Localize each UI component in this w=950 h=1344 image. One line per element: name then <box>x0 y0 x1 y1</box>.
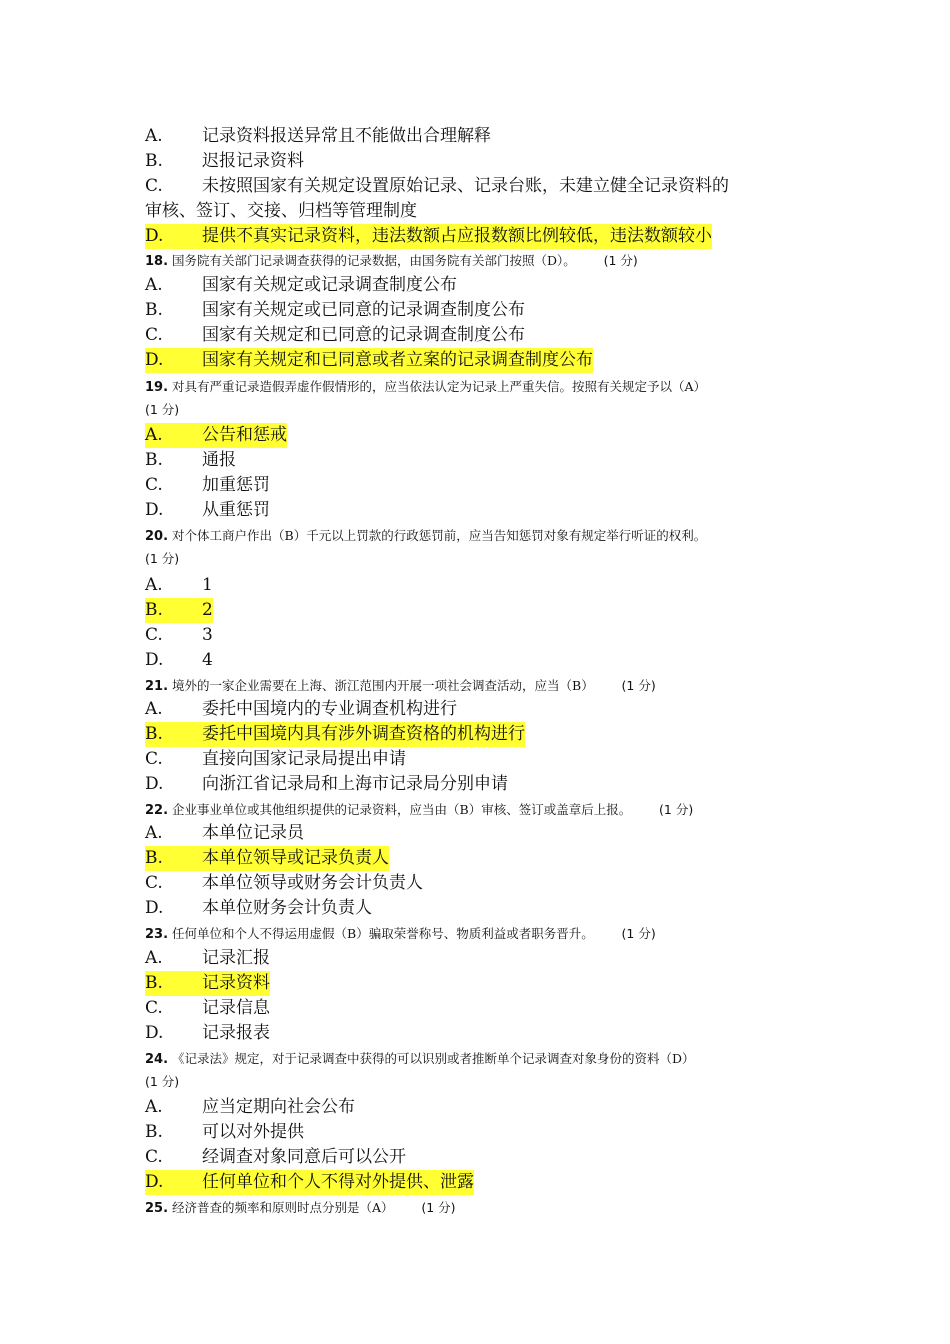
option-letter: A. <box>145 425 163 445</box>
option-text: 迟报记录资料 <box>202 151 304 171</box>
q21-option-b-answer <box>145 722 525 747</box>
question-22 <box>145 799 693 821</box>
question-text: 国务院有关部门记录调查获得的记录数据，由国务院有关部门按照（D）。 <box>172 253 576 268</box>
option-text: 记录资料 <box>202 973 270 993</box>
option-letter: C. <box>145 1147 163 1167</box>
option-letter: B. <box>145 450 163 470</box>
question-24 <box>145 1048 695 1070</box>
question-score: (1 分) <box>145 402 180 417</box>
q17-option-c-continuation: 审核、签订、交接、归档等管理制度 <box>145 201 417 221</box>
option-text: 国家有关规定或记录调查制度公布 <box>202 275 457 295</box>
option-letter: D. <box>145 1172 164 1192</box>
q21-option-c <box>145 747 406 772</box>
question-19-score-line <box>145 399 179 421</box>
option-text: 本单位领导或财务会计负责人 <box>202 873 423 893</box>
option-letter: A. <box>145 275 163 295</box>
option-letter: D. <box>145 350 164 370</box>
option-text: 未按照国家有关规定设置原始记录、记录台账，未建立健全记录资料的 <box>202 176 729 196</box>
q20-option-c <box>145 623 213 648</box>
option-text: 直接向国家记录局提出申请 <box>202 749 406 769</box>
option-text: 记录报表 <box>202 1023 270 1043</box>
q21-option-d <box>145 772 508 797</box>
option-text: 委托中国境内具有涉外调查资格的机构进行 <box>202 724 525 744</box>
option-letter: C. <box>145 625 163 645</box>
q18-option-d-answer <box>145 348 593 373</box>
q18-option-b <box>145 298 525 323</box>
question-text: 企业事业单位或其他组织提供的记录资料，应当由（B）审核、签订或盖章后上报。 <box>172 802 632 817</box>
option-letter: B. <box>145 151 163 171</box>
q22-option-a <box>145 821 304 846</box>
option-text: 任何单位和个人不得对外提供、泄露 <box>202 1172 474 1192</box>
option-text: 3 <box>202 625 213 645</box>
option-letter: B. <box>145 600 163 620</box>
option-text: 通报 <box>202 450 236 470</box>
option-letter: B. <box>145 1122 163 1142</box>
q19-option-c <box>145 473 270 498</box>
q17-option-d-answer <box>145 224 712 249</box>
question-number: 19. <box>145 380 169 395</box>
question-score: (1 分) <box>421 1200 456 1215</box>
q24-option-d-answer <box>145 1170 474 1195</box>
option-text: 可以对外提供 <box>202 1122 304 1142</box>
question-23 <box>145 923 656 945</box>
option-text: 经调查对象同意后可以公开 <box>202 1147 406 1167</box>
q24-option-c <box>145 1145 406 1170</box>
option-letter: A. <box>145 1097 163 1117</box>
option-letter: B. <box>145 848 163 868</box>
option-letter: D. <box>145 650 164 670</box>
question-score: (1 分) <box>621 678 656 693</box>
option-text: 4 <box>202 650 213 670</box>
option-letter: A. <box>145 948 163 968</box>
question-number: 18. <box>145 254 169 269</box>
option-letter: A. <box>145 823 163 843</box>
question-score: (1 分) <box>145 1074 180 1089</box>
q20-option-d <box>145 648 213 673</box>
q17-option-b <box>145 149 304 174</box>
q24-option-a <box>145 1095 355 1120</box>
option-letter: D. <box>145 500 164 520</box>
option-letter: C. <box>145 475 163 495</box>
question-number: 25. <box>145 1201 169 1216</box>
option-text: 国家有关规定或已同意的记录调查制度公布 <box>202 300 525 320</box>
q20-option-a <box>145 573 213 598</box>
option-text: 2 <box>202 600 213 620</box>
q22-option-d <box>145 896 372 921</box>
option-text: 提供不真实记录资料，违法数额占应报数额比例较低，违法数额较小 <box>202 226 712 246</box>
question-text: 境外的一家企业需要在上海、浙江范围内开展一项社会调查活动，应当（B） <box>172 678 594 693</box>
question-score: (1 分) <box>659 802 694 817</box>
option-letter: C. <box>145 749 163 769</box>
option-letter: B. <box>145 973 163 993</box>
q22-option-b-answer <box>145 846 389 871</box>
option-text: 记录资料报送异常且不能做出合理解释 <box>202 126 491 146</box>
option-text: 记录汇报 <box>202 948 270 968</box>
option-letter: B. <box>145 724 163 744</box>
option-text: 1 <box>202 575 213 595</box>
q23-option-d <box>145 1021 270 1046</box>
q19-option-a-answer <box>145 423 287 448</box>
q24-option-b <box>145 1120 304 1145</box>
option-letter: D. <box>145 898 164 918</box>
option-text: 加重惩罚 <box>202 475 270 495</box>
option-letter: D. <box>145 774 164 794</box>
option-text: 记录信息 <box>202 998 270 1018</box>
question-text: 经济普查的频率和原则时点分别是（A） <box>172 1200 394 1215</box>
q23-option-a <box>145 946 270 971</box>
q17-option-a <box>145 124 491 149</box>
option-letter: B. <box>145 300 163 320</box>
option-text: 公告和惩戒 <box>202 425 287 445</box>
option-letter: D. <box>145 1023 164 1043</box>
question-number: 23. <box>145 927 169 942</box>
q20-option-b-answer <box>145 598 213 623</box>
option-letter: A. <box>145 126 163 146</box>
option-text: 应当定期向社会公布 <box>202 1097 355 1117</box>
question-text: 对个体工商户作出（B）千元以上罚款的行政惩罚前，应当告知惩罚对象有规定举行听证的权利。 <box>172 528 707 543</box>
question-text: 《记录法》规定，对于记录调查中获得的可以识别或者推断单个记录调查对象身份的资料（D） <box>172 1051 695 1066</box>
question-number: 21. <box>145 679 169 694</box>
q23-option-c <box>145 996 270 1021</box>
option-text: 向浙江省记录局和上海市记录局分别申请 <box>202 774 508 794</box>
option-letter: C. <box>145 176 163 196</box>
q22-option-c <box>145 871 423 896</box>
question-24-score-line <box>145 1071 179 1093</box>
q23-option-b-answer <box>145 971 270 996</box>
option-text: 本单位领导或记录负责人 <box>202 848 389 868</box>
question-number: 24. <box>145 1052 169 1067</box>
question-18 <box>145 250 638 272</box>
option-text: 本单位记录员 <box>202 823 304 843</box>
q19-option-d <box>145 498 270 523</box>
option-letter: A. <box>145 699 163 719</box>
option-letter: C. <box>145 998 163 1018</box>
question-25 <box>145 1197 456 1219</box>
q19-option-b <box>145 448 236 473</box>
q17-option-c <box>145 174 729 199</box>
q18-option-a <box>145 273 457 298</box>
option-text: 本单位财务会计负责人 <box>202 898 372 918</box>
option-text: 国家有关规定和已同意的记录调查制度公布 <box>202 325 525 345</box>
question-score: (1 分) <box>145 551 180 566</box>
question-score: (1 分) <box>621 926 656 941</box>
question-21 <box>145 675 656 697</box>
option-letter: A. <box>145 575 163 595</box>
option-text: 从重惩罚 <box>202 500 270 520</box>
option-letter: C. <box>145 325 163 345</box>
question-text: 任何单位和个人不得运用虚假（B）骗取荣誉称号、物质利益或者职务晋升。 <box>172 926 594 941</box>
question-number: 20. <box>145 529 169 544</box>
question-20-score-line <box>145 548 179 570</box>
question-text: 对具有严重记录造假弄虚作假情形的，应当依法认定为记录上严重失信。按照有关规定予以（A） <box>172 379 707 394</box>
question-score: (1 分) <box>603 253 638 268</box>
q21-option-a <box>145 697 457 722</box>
option-text: 委托中国境内的专业调查机构进行 <box>202 699 457 719</box>
question-19 <box>145 376 706 398</box>
question-20 <box>145 525 706 547</box>
option-text: 国家有关规定和已同意或者立案的记录调查制度公布 <box>202 350 593 370</box>
q18-option-c <box>145 323 525 348</box>
question-number: 22. <box>145 803 169 818</box>
option-letter: D. <box>145 226 164 246</box>
option-letter: C. <box>145 873 163 893</box>
